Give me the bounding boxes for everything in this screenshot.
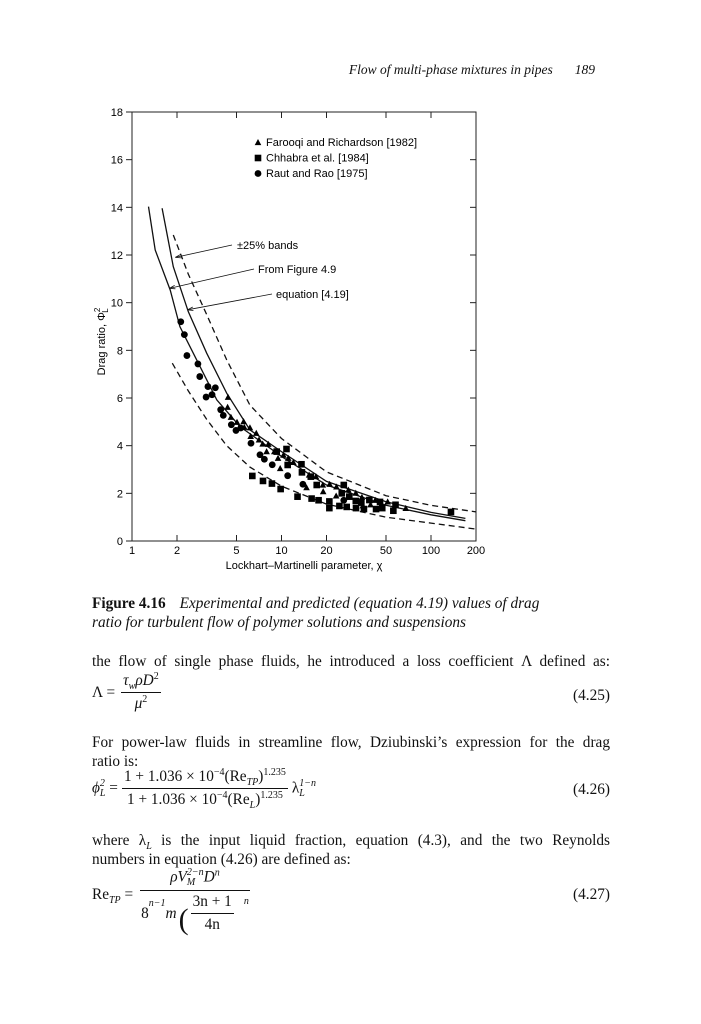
paragraph-1: the flow of single phase fluids, he introduced a loss coefficient Λ defined as: xyxy=(92,653,610,670)
eq427-re-sub: TP xyxy=(109,895,121,907)
annotation-arrow xyxy=(175,245,232,257)
running-title: Flow of multi-phase mixtures in pipes xyxy=(348,62,553,77)
eq425-tau: τ xyxy=(123,672,129,689)
triangle-data-point xyxy=(277,465,284,471)
square-data-point xyxy=(358,499,365,506)
paragraph-3-line-2: numbers in equation (4.26) are defined as: xyxy=(92,851,351,868)
eq426-num-text: 1 + 1.036 × 10 xyxy=(123,768,214,785)
y-axis-label-sup: 2 xyxy=(93,307,102,313)
eq425-number: (4.25) xyxy=(573,687,610,704)
square-data-point xyxy=(336,503,343,510)
caption-line-2: ratio for turbulent flow of polymer solutions and suspensions xyxy=(92,614,466,631)
eq426-num-close: ) xyxy=(258,768,264,785)
legend-triangle-icon xyxy=(255,139,262,145)
square-data-point xyxy=(313,482,320,489)
circle-data-point xyxy=(269,461,276,468)
annotation-label: ±25% bands xyxy=(237,240,299,252)
eq427-D-sup: n xyxy=(214,867,220,879)
square-data-point xyxy=(273,448,280,455)
x-axis-label: Lockhart–Martinelli parameter, χ xyxy=(225,560,383,572)
x-tick-label: 100 xyxy=(421,545,441,557)
square-data-point xyxy=(361,506,368,513)
paragraph-3-line-1 xyxy=(92,831,610,853)
eq426-den-re: (Re xyxy=(227,791,250,808)
eq426-lambda xyxy=(292,779,316,799)
annotation-label: From Figure 4.9 xyxy=(258,264,337,276)
y-tick-label: 14 xyxy=(110,202,123,215)
triangle-data-point xyxy=(333,492,340,498)
eq427-number: (4.27) xyxy=(573,886,610,903)
eq427-numerator xyxy=(140,868,250,891)
figure-caption-cont xyxy=(92,613,610,632)
x-tick-label: 1 xyxy=(128,545,136,557)
circle-data-point xyxy=(203,394,210,401)
circle-data-point xyxy=(299,481,306,488)
eq425-numerator xyxy=(121,672,161,693)
eq425-fraction xyxy=(121,672,161,713)
eq425-rhoD-sup: 2 xyxy=(153,670,159,682)
annotation-arrow xyxy=(187,294,272,310)
triangle-data-point xyxy=(320,488,327,494)
square-data-point xyxy=(249,473,256,480)
circle-data-point xyxy=(220,412,227,419)
eq425-tau-sub: w xyxy=(128,681,136,693)
square-data-point xyxy=(269,480,276,487)
square-data-point xyxy=(390,507,397,514)
eq425-denominator xyxy=(133,693,150,713)
circle-data-point xyxy=(284,472,291,479)
eq426-num-pow: 1.235 xyxy=(263,766,286,778)
x-tick-label: 20 xyxy=(320,545,333,557)
y-tick-label: 12 xyxy=(110,250,123,262)
eq427-inner-den: 4n xyxy=(204,916,220,933)
paragraph-2-line-1: For power-law fluids in streamline flow, Dziubinski’s expression for the drag xyxy=(92,734,610,751)
eq426-num-re: (Re xyxy=(224,768,247,785)
eq426-num-exp: −4 xyxy=(213,766,225,778)
circle-data-point xyxy=(228,421,235,428)
eq426-fraction xyxy=(122,766,288,812)
eq426-equals: = xyxy=(105,779,118,797)
circle-data-point xyxy=(177,318,184,325)
eq426-lhs xyxy=(92,779,118,799)
square-data-point xyxy=(326,505,333,512)
eq427-equals: = xyxy=(120,886,134,903)
eq426-num-re-sub: TP xyxy=(246,777,259,789)
eq425-rhoD: ρD xyxy=(135,672,154,689)
eq427-inner-num-text: 3n + 1 xyxy=(192,893,232,910)
triangle-data-point xyxy=(228,414,235,420)
circle-data-point xyxy=(184,352,191,359)
triangle-data-point xyxy=(240,418,247,424)
y-tick-label: 16 xyxy=(110,154,123,167)
paragraph-2-line-2: ratio is: xyxy=(92,753,139,770)
eq427-inner-fraction xyxy=(191,893,234,934)
square-data-point xyxy=(283,446,290,453)
eq427-outer-sup: n xyxy=(243,896,249,907)
square-data-point xyxy=(326,498,333,505)
x-tick-label: 50 xyxy=(379,545,393,557)
equation-4-27 xyxy=(92,868,251,934)
eq426-den-pow: 1.235 xyxy=(260,789,283,801)
page-number: 189 xyxy=(574,62,595,77)
eq427-eight: 8 xyxy=(141,904,149,922)
eq427-fraction xyxy=(139,868,251,934)
square-data-point xyxy=(379,505,386,512)
square-data-point xyxy=(343,504,350,511)
eq427-v-sub: M xyxy=(186,877,196,888)
eq426-den-exp: −4 xyxy=(216,789,228,801)
eq426-numerator xyxy=(122,768,288,789)
circle-data-point xyxy=(205,383,212,390)
square-data-point xyxy=(277,486,284,493)
eq426-phi-sup: 2 xyxy=(99,777,105,789)
y-tick-label: 18 xyxy=(110,107,123,119)
x-tick-label: 10 xyxy=(275,545,288,557)
square-data-point xyxy=(340,482,347,489)
square-data-point xyxy=(338,490,345,497)
eq427-re: Re xyxy=(92,886,109,903)
x-tick-label: 2 xyxy=(173,545,181,557)
y-tick-label: 0 xyxy=(116,536,123,548)
y-tick-label: 8 xyxy=(116,345,123,358)
y-tick-label: 2 xyxy=(116,488,123,501)
eq427-D: D xyxy=(203,868,215,886)
eq427-lhs xyxy=(92,886,134,907)
square-data-point xyxy=(299,469,306,476)
square-data-point xyxy=(284,462,291,469)
square-data-point xyxy=(260,478,267,485)
eq427-paren: ( xyxy=(178,902,189,936)
circle-data-point xyxy=(237,425,244,432)
equation-4-25 xyxy=(92,672,161,713)
square-data-point xyxy=(366,497,373,504)
equation-4-26 xyxy=(92,766,317,812)
eq425-mu: μ xyxy=(134,695,143,712)
eq426-phi: ϕ xyxy=(92,779,100,797)
legend-square-icon xyxy=(255,155,262,162)
triangle-data-point xyxy=(224,404,231,410)
annotation-arrow xyxy=(169,269,254,288)
circle-data-point xyxy=(196,373,203,380)
eq427-rhoV: ρV xyxy=(170,868,187,886)
eq426-den-close: ) xyxy=(255,791,261,808)
square-data-point xyxy=(373,506,380,513)
eq426-lambda-symbol: λ xyxy=(291,779,300,797)
triangle-data-point xyxy=(263,448,270,454)
square-data-point xyxy=(315,497,322,504)
y-axis-label-sub: L xyxy=(101,308,110,313)
eq426-lambda-sub: L xyxy=(299,787,305,799)
legend-entry: Farooqi and Richardson [1982] xyxy=(266,137,418,149)
square-data-point xyxy=(294,493,301,500)
p3-where: where λ xyxy=(92,832,147,849)
figure-caption xyxy=(92,594,610,613)
square-data-point xyxy=(448,509,455,516)
eq427-m: m xyxy=(165,904,177,922)
eq426-denominator xyxy=(125,789,285,812)
triangle-data-point xyxy=(225,394,232,400)
p3-lambda-sub: L xyxy=(146,841,152,853)
eq426-phi-sub: L xyxy=(99,787,106,799)
circle-data-point xyxy=(209,391,216,398)
legend-entry: Raut and Rao [1975] xyxy=(266,168,368,180)
square-data-point xyxy=(392,501,399,508)
circle-data-point xyxy=(181,331,188,338)
circle-data-point xyxy=(340,497,347,504)
eq427-inner-num xyxy=(191,893,234,914)
circle-data-point xyxy=(261,456,268,463)
eq425-mu-sup: 2 xyxy=(142,693,148,705)
circle-data-point xyxy=(248,440,255,447)
circle-data-point xyxy=(212,384,219,391)
y-tick-label: 4 xyxy=(116,440,123,453)
eq426-den-text: 1 + 1.036 × 10 xyxy=(126,791,217,808)
eq427-v-sup: 2−n xyxy=(186,867,204,878)
square-data-point xyxy=(307,473,314,480)
eq425-lhs: Λ = xyxy=(92,683,116,701)
y-axis-label: Drag ratio, $\Phi^2L$ xyxy=(93,307,110,376)
legend-entry: Chhabra et al. [1984] xyxy=(266,152,369,165)
caption-line-1: Experimental and predicted (equation 4.19) values of drag xyxy=(179,595,540,612)
x-tick-label: 5 xyxy=(233,545,240,557)
legend-circle-icon xyxy=(255,170,262,177)
y-tick-label: 10 xyxy=(110,297,123,310)
eq426-number: (4.26) xyxy=(573,781,610,798)
eq427-denominator xyxy=(139,891,251,934)
x-tick-label: 200 xyxy=(466,545,486,557)
eq426-den-re-sub: L xyxy=(249,800,256,812)
p3-rest: is the input liquid fraction, equation (4.3), and the two Reynolds xyxy=(151,832,610,849)
curve-equation-4-19- xyxy=(162,208,465,518)
annotation-label: equation [4.19] xyxy=(276,289,349,301)
figure-label: Figure 4.16 xyxy=(92,595,166,612)
square-data-point xyxy=(377,499,384,506)
square-data-point xyxy=(308,495,315,502)
square-data-point xyxy=(346,493,353,500)
square-data-point xyxy=(298,461,305,468)
curve--25-band xyxy=(173,235,476,512)
y-tick-label: 6 xyxy=(116,393,123,405)
circle-data-point xyxy=(195,361,202,368)
eq426-lambda-sup: 1−n xyxy=(299,777,317,789)
eq427-eight-sup: n−1 xyxy=(148,898,166,909)
